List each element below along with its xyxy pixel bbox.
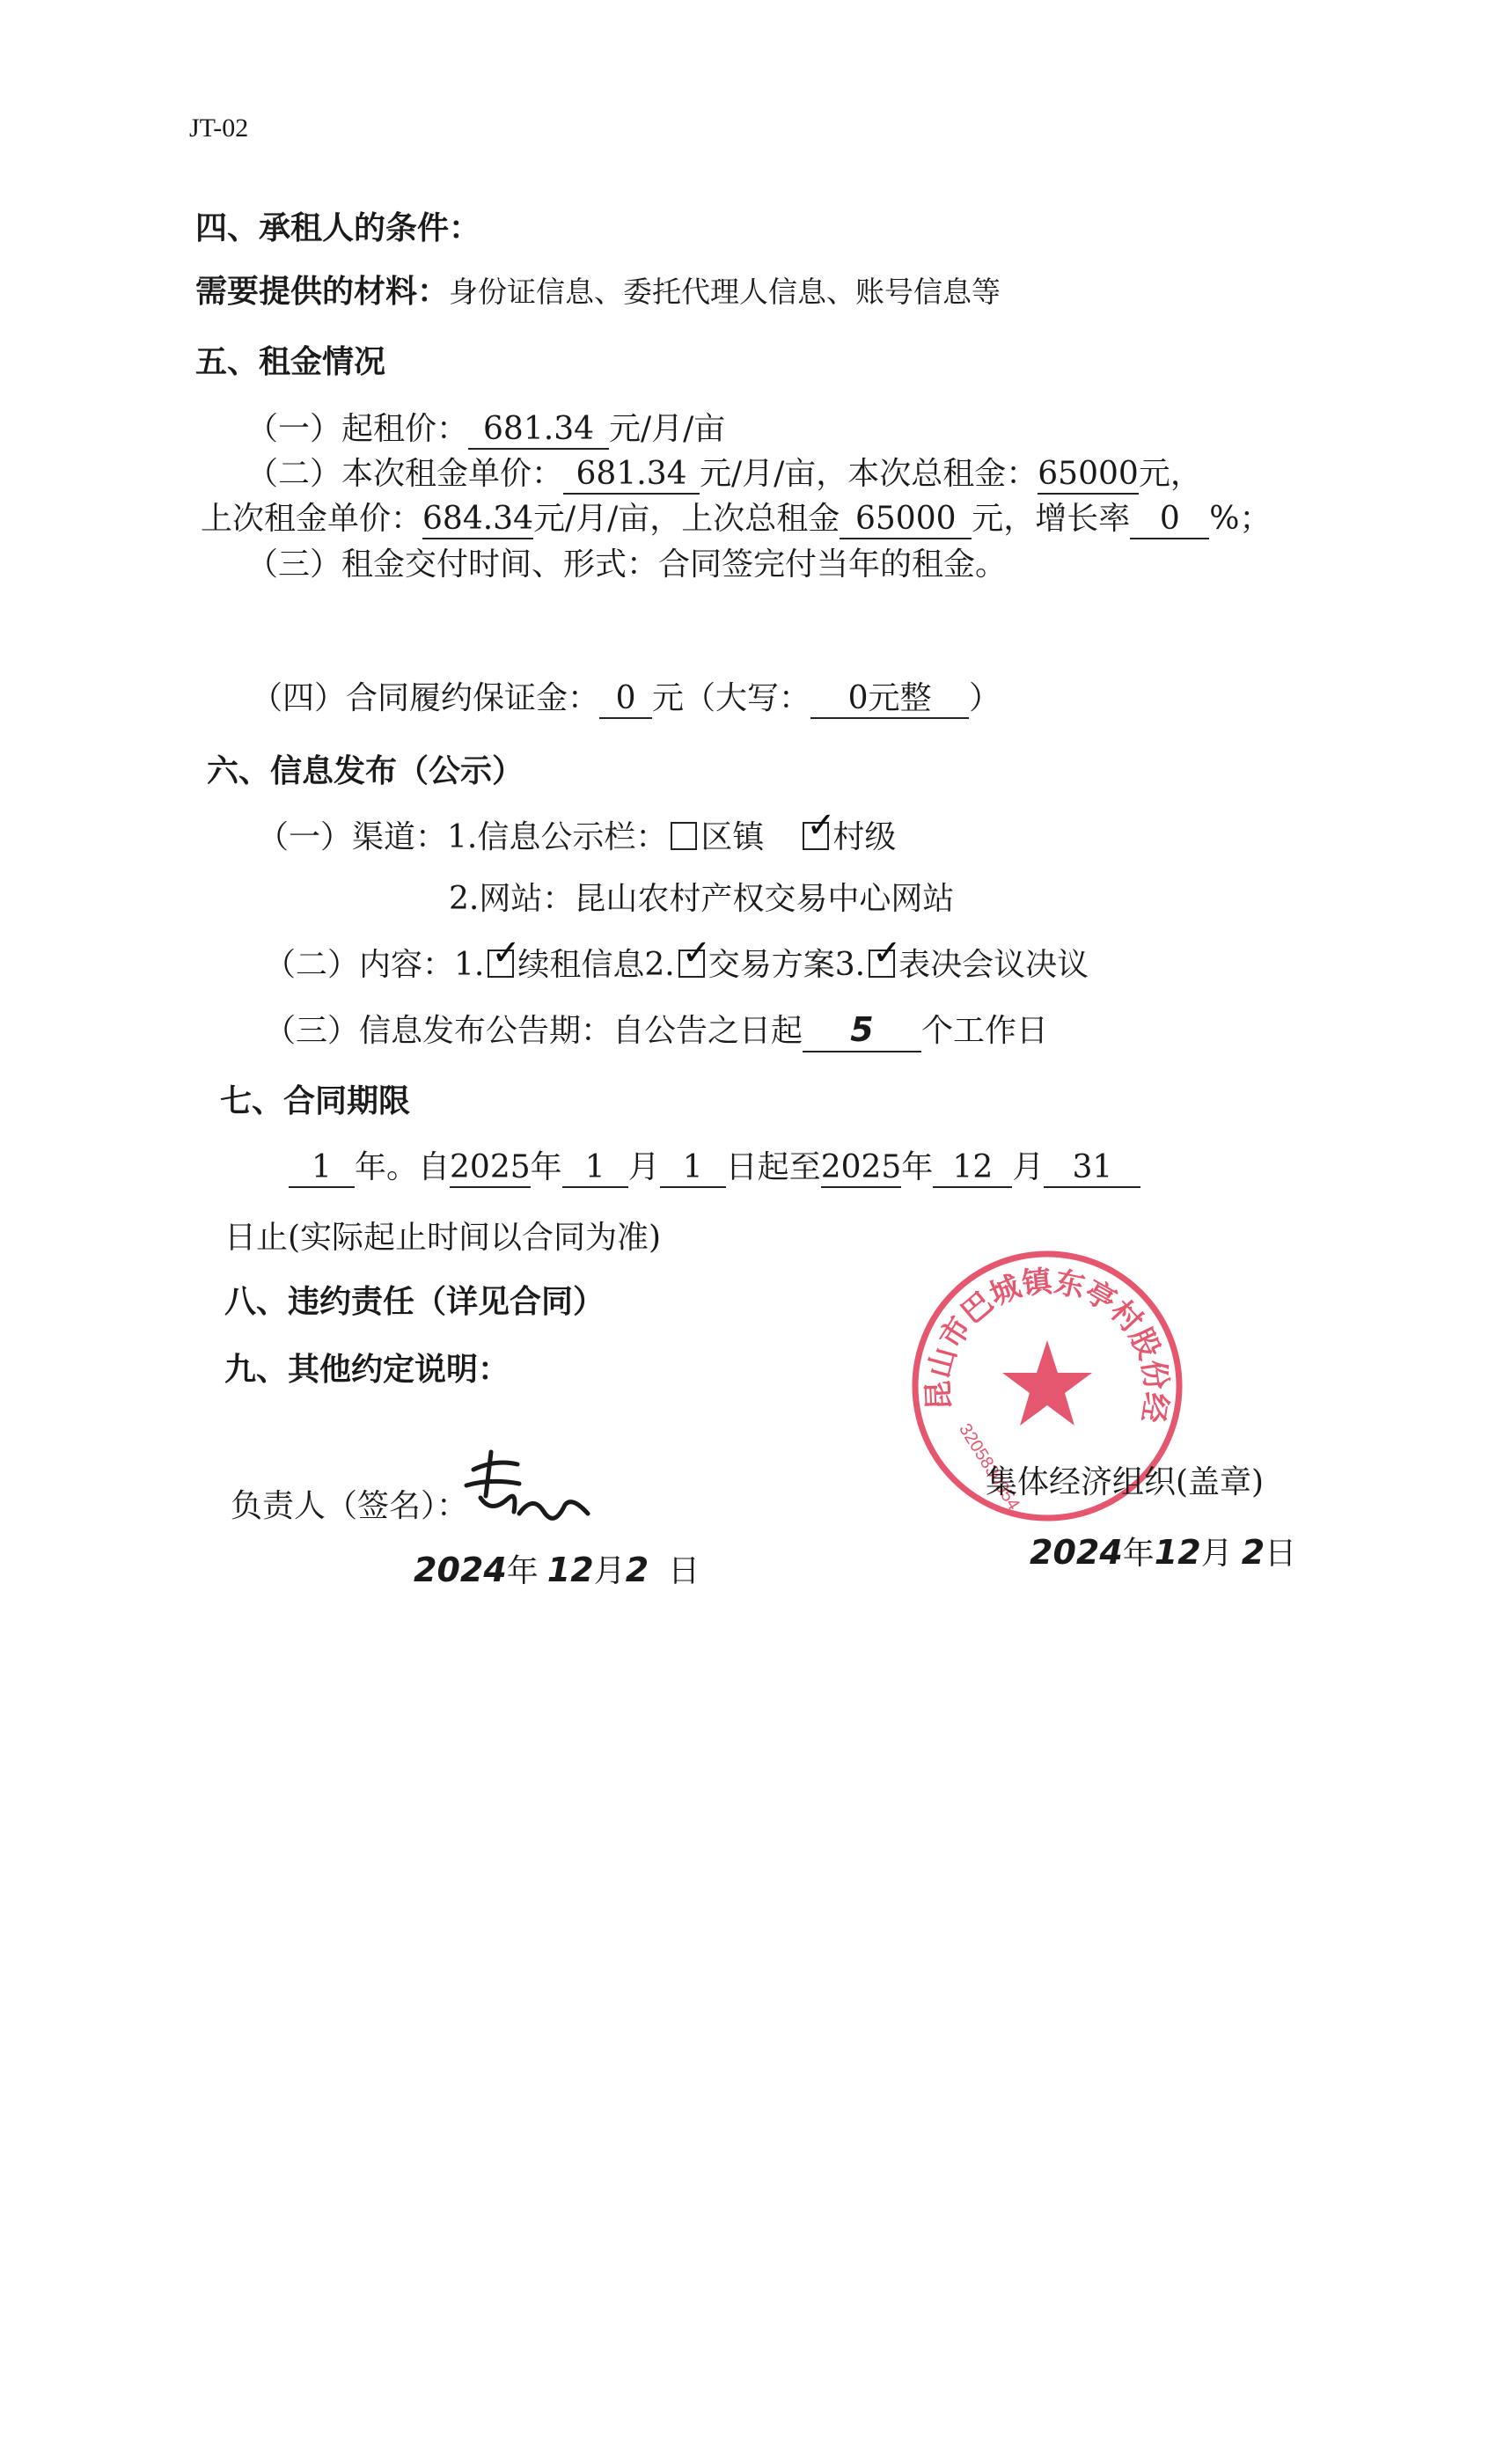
website-line: 2.网站：昆山农村产权交易中心网站 [449, 881, 955, 917]
org-day-unit: 日 [1265, 1536, 1297, 1572]
check-mark-icon: ✓ [491, 933, 521, 973]
deposit-end: ） [969, 680, 1001, 716]
check-mark-icon: ✓ [806, 805, 836, 846]
town-option: 区镇 [700, 819, 765, 855]
end-month-value: 12 [933, 1148, 1012, 1188]
check-mark-icon: ✓ [681, 933, 712, 973]
start-year-unit: 年 [530, 1149, 562, 1185]
org-day: 2 [1241, 1533, 1265, 1572]
content-resolution: 表决会议决议 [898, 947, 1089, 983]
current-total-unit: 元， [1138, 456, 1202, 492]
current-total-value: 65000 [1038, 455, 1139, 495]
sig-month: 12 [546, 1551, 594, 1589]
org-year: 2024 [1030, 1533, 1123, 1572]
section4-heading: 四、承租人的条件： [195, 209, 481, 246]
end-year-unit: 年 [901, 1149, 934, 1185]
section8-heading: 八、违约责任（详见合同） [224, 1283, 605, 1320]
signature-date [414, 1551, 700, 1591]
signature-scribble [456, 1443, 597, 1531]
term-end-note: 日止(实际起止时间以合同为准) [224, 1220, 662, 1256]
org-year-unit: 年 [1122, 1536, 1155, 1572]
village-option: 村级 [832, 819, 897, 855]
seal-code: 3205830954 [955, 1420, 1023, 1514]
deposit-upper-value: 0元整 [810, 679, 969, 719]
town-checkbox [671, 822, 697, 850]
content-3-number: 3. [834, 947, 866, 983]
star-icon [1002, 1340, 1092, 1426]
village-checkbox [803, 805, 836, 850]
start-price-line [246, 410, 725, 450]
check-mark-icon: ✓ [872, 933, 902, 973]
sig-day-unit: 日 [668, 1553, 700, 1589]
previous-price-label: 上次租金单价： [201, 501, 423, 537]
previous-price-mid: 元/月/亩，上次总租金 [532, 501, 840, 537]
section5-heading: 五、租金情况 [195, 343, 386, 380]
period-days-value: 5 [803, 1010, 921, 1052]
start-year-value: 2025 [450, 1148, 531, 1188]
sig-day: 2 [625, 1551, 649, 1589]
plan-checkbox [678, 933, 712, 978]
materials-value: 身份证信息、委托代理人信息、账号信息等 [449, 275, 1001, 309]
period-suffix: 个工作日 [921, 1013, 1049, 1049]
deposit-value: 0 [599, 679, 652, 719]
channel-line [257, 805, 897, 856]
seal-text: 昆山市巴城镇东亭村股份经 [920, 1264, 1174, 1426]
doc-code: JT-02 [189, 114, 249, 143]
end-year-value: 2025 [821, 1148, 902, 1188]
sig-year-unit: 年 [506, 1553, 539, 1589]
end-day-value: 31 [1044, 1148, 1140, 1188]
start-price-unit: 元/月/亩 [609, 411, 726, 447]
resolution-checkbox [869, 933, 902, 978]
content-line [264, 933, 1089, 984]
materials-label: 需要提供的材料： [195, 273, 450, 310]
growth-rate-unit: %； [1209, 501, 1272, 537]
content-plan: 交易方案 [708, 947, 835, 983]
section6-heading: 六、信息发布（公示） [207, 752, 524, 789]
term-to: 日起至 [725, 1149, 821, 1185]
deposit-line [251, 679, 1001, 719]
previous-total-value: 65000 [840, 500, 972, 539]
current-price-line [246, 455, 1202, 495]
period-label: （三）信息发布公告期：自公告之日起 [264, 1013, 803, 1049]
start-price-value: 681.34 [468, 410, 609, 450]
payment-terms: （三）租金交付时间、形式：合同签完付当年的租金。 [246, 546, 1008, 583]
deposit-label: （四）合同履约保证金： [251, 680, 600, 716]
section9-heading: 九、其他约定说明： [224, 1351, 510, 1388]
term-years-value: 1 [289, 1148, 355, 1188]
deposit-mid: 元（大写： [652, 680, 811, 716]
start-price-label: （一）起租价： [246, 411, 469, 447]
start-month-value: 1 [562, 1148, 628, 1188]
current-price-label: （二）本次租金单价： [246, 456, 564, 492]
org-label: 集体经济组织(盖章) [986, 1464, 1265, 1500]
signature [456, 1443, 597, 1535]
term-line [289, 1148, 1140, 1188]
materials-line [195, 273, 1001, 311]
current-price-mid: 元/月/亩，本次总租金： [700, 456, 1038, 492]
start-day-value: 1 [660, 1148, 726, 1188]
previous-price-value: 684.34 [422, 500, 533, 539]
content-label: （二）内容：1. [264, 947, 485, 983]
section7-heading: 七、合同期限 [220, 1082, 411, 1119]
content-2-number: 2. [644, 947, 675, 983]
period-line [264, 1010, 1048, 1052]
renewal-checkbox [488, 933, 521, 978]
start-month-unit: 月 [627, 1149, 660, 1185]
previous-total-mid: 元，增长率 [972, 501, 1131, 537]
end-month-unit: 月 [1012, 1149, 1045, 1185]
growth-rate-value: 0 [1130, 500, 1209, 539]
content-renewal: 续租信息 [517, 947, 645, 983]
org-date [1030, 1533, 1296, 1573]
org-month: 12 [1154, 1533, 1201, 1572]
current-price-value: 681.34 [563, 455, 700, 495]
term-from: 年。自 [355, 1149, 451, 1185]
sig-month-unit: 月 [593, 1553, 626, 1589]
channel-label: （一）渠道：1.信息公示栏： [257, 819, 668, 855]
signer-label: 负责人（签名）： [231, 1488, 469, 1524]
previous-price-line [201, 500, 1271, 539]
sig-year: 2024 [414, 1551, 507, 1589]
org-month-unit: 月 [1200, 1536, 1233, 1572]
